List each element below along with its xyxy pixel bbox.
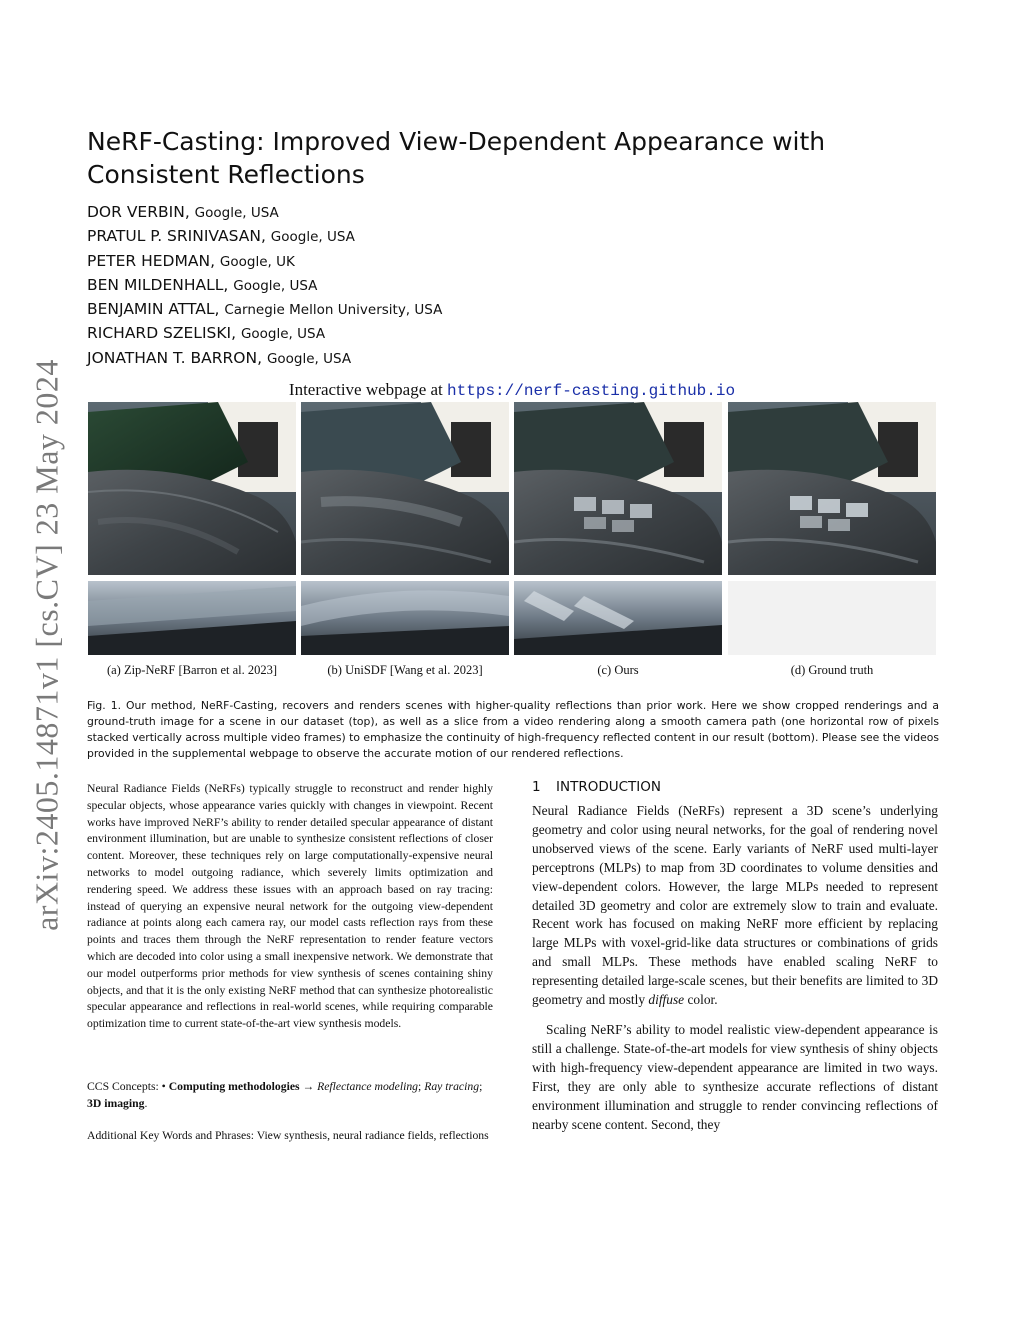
ccs-arrow: → <box>299 1080 318 1093</box>
author-list <box>87 201 787 371</box>
ccs-separator: ; <box>418 1080 425 1093</box>
intro-paragraph: Scaling NeRF’s ability to model realistic view-dependent appearance is still a challenge. State-of-the-art models for view synthesis of shiny objects with high-frequency view-dependent appearance are limited in two ways. First, they are only able to synthesize accurate reflections of distant environment illumination and struggle to render convincing reflections of nearby scene content. Second, they <box>532 1022 938 1132</box>
section-heading-introduction <box>532 779 661 795</box>
author-name: BENJAMIN ATTAL <box>87 300 215 319</box>
ccs-end: . <box>144 1096 148 1110</box>
author-affiliation: Google, USA <box>240 326 326 343</box>
video-slice-zipnerf <box>88 581 296 655</box>
intro-text: Neural Radiance Fields (NeRFs) represent a 3D scene’s underlying geometry and color using neural networks, for the goal of rendering novel unobserved views of the scene. Early variants of NeRF used multi-layer perceptrons (MLPs) to map from 3D coordinates to volume densities and view-dependent colors. However, the large MLPs needed to represent detailed 3D geometry and color are extremely slow to train and evaluate. Recent work has focused on making NeRF more efficient by replacing large MLPs with voxel-grid-like data structures or combinations of grids and small MLPs. These methods have enabled scaling NeRF to representing detailed large-scale scenes, but their benefits are limited to 3D geometry and mostly <box>532 803 938 1008</box>
author: PETER HEDMAN, Google, UK <box>87 251 295 270</box>
intro-paragraph <box>532 802 938 1010</box>
author-name: DOR VERBIN <box>87 203 185 221</box>
arxiv-identifier-text: arXiv:2405.14871v1 [cs.CV] 23 May 2024 <box>28 359 65 931</box>
ccs-separator: ; <box>479 1080 483 1093</box>
render-zipnerf-top <box>88 402 296 575</box>
author: PRATUL P. SRINIVASAN, Google, USA <box>87 227 355 246</box>
video-slice-ours <box>514 581 722 655</box>
ccs-term: Reflectance modeling <box>317 1080 419 1093</box>
ccs-concept: 3D imaging <box>87 1096 145 1110</box>
project-webpage-link[interactable]: https://nerf-casting.github.io <box>447 382 736 400</box>
author-affiliation: Google, UK <box>219 253 295 270</box>
ccs-concept: Computing methodologies <box>168 1080 300 1093</box>
ground-truth-top <box>728 402 936 575</box>
author-affiliation: Google, USA <box>194 205 279 221</box>
ccs-concepts <box>87 1079 493 1113</box>
author: BEN MILDENHALL, Google, USA <box>87 275 318 294</box>
author-name: BEN MILDENHALL <box>87 275 224 294</box>
intro-emphasis: diffuse <box>648 992 685 1008</box>
project-webpage-line <box>0 380 1024 400</box>
author-affiliation: Google, USA <box>233 277 318 294</box>
author-name: RICHARD SZELISKI <box>87 324 232 343</box>
author-affiliation: Google, USA <box>270 229 355 246</box>
author: DOR VERBIN, Google, USA <box>87 203 279 221</box>
author: RICHARD SZELISKI, Google, USA <box>87 324 326 343</box>
video-slice-ground-truth-empty <box>728 581 936 655</box>
subfigure-label: (a) Zip-NeRF [Barron et al. 2023] <box>106 663 278 677</box>
subfigure-label: (b) UniSDF [Wang et al. 2023] <box>327 663 483 677</box>
author-name: PRATUL P. SRINIVASAN <box>87 227 261 246</box>
render-ours-top <box>514 402 722 575</box>
intro-text: color. <box>684 992 718 1008</box>
subfigure-label: (c) Ours <box>597 663 639 677</box>
abstract: Neural Radiance Fields (NeRFs) typically struggle to reconstruct and render highly specular objects, whose appearance varies quickly with changes in viewpoint. Recent works have improved NeRF’s ability to render detailed specular appearance of distant environment illumination, but are unable to synthesize consistent reflections of closer content. Moreover, these techniques rely on large computationally-expensive neural networks to model outgoing radiance, which severely limits optimization and rendering speed. We address these issues with an approach based on ray tracing: instead of querying an expensive neural network for the outgoing view-dependent radiance at points along each camera ray, our model casts reflection rays from these points and traces them through the NeRF representation to render feature vectors which are decoded into color using a small inexpensive network. We demonstrate that our model outperforms prior methods for view synthesis of scenes containing shiny objects, and that it is the only existing NeRF method that can synthesize photorealistic specular appearance and reflections in real-world scenes, while requiring comparable optimization time to current state-of-the-art view synthesis models. <box>87 782 493 1031</box>
keywords: Additional Key Words and Phrases: View synthesis, neural radiance fields, reflections <box>87 1129 489 1142</box>
author-name: JONATHAN T. BARRON <box>87 348 258 367</box>
figure-caption: Fig. 1. Our method, NeRF-Casting, recovers and renders scenes with higher-quality reflections than prior work. Here we show cropped renderings and a ground-truth image for a scene in our dataset (top), as well as a slice from a video rendering along a smooth camera path (one horizontal row of pixels stacked vertically across multiple video frames) to emphasize the continuity of high-frequency reflected content in our result (bottom). Please see the videos provided in the supplemental webpage to observe the accurate motion of our rendered reflections. <box>87 699 939 760</box>
section-title: INTRODUCTION <box>556 779 661 795</box>
arxiv-identifier-stamp <box>28 345 66 945</box>
author-affiliation: Google, USA <box>266 350 352 367</box>
author: JONATHAN T. BARRON, Google, USA <box>87 348 352 367</box>
author-affiliation: Carnegie Mellon University, USA <box>224 302 443 319</box>
video-slice-unisdf <box>301 581 509 655</box>
ccs-term: Ray tracing <box>424 1080 480 1093</box>
author: BENJAMIN ATTAL, Carnegie Mellon University, USA <box>87 300 443 319</box>
subfigure-label: (d) Ground truth <box>790 663 874 677</box>
paper-title: NeRF-Casting: Improved View-Dependent Appearance with Consistent Reflections <box>87 127 826 189</box>
webpage-prefix: Interactive webpage at <box>288 380 443 399</box>
author-name: PETER HEDMAN <box>87 251 211 270</box>
render-unisdf-top <box>301 402 509 575</box>
ccs-label: CCS Concepts: • <box>87 1080 166 1093</box>
section-number: 1 <box>532 779 541 795</box>
